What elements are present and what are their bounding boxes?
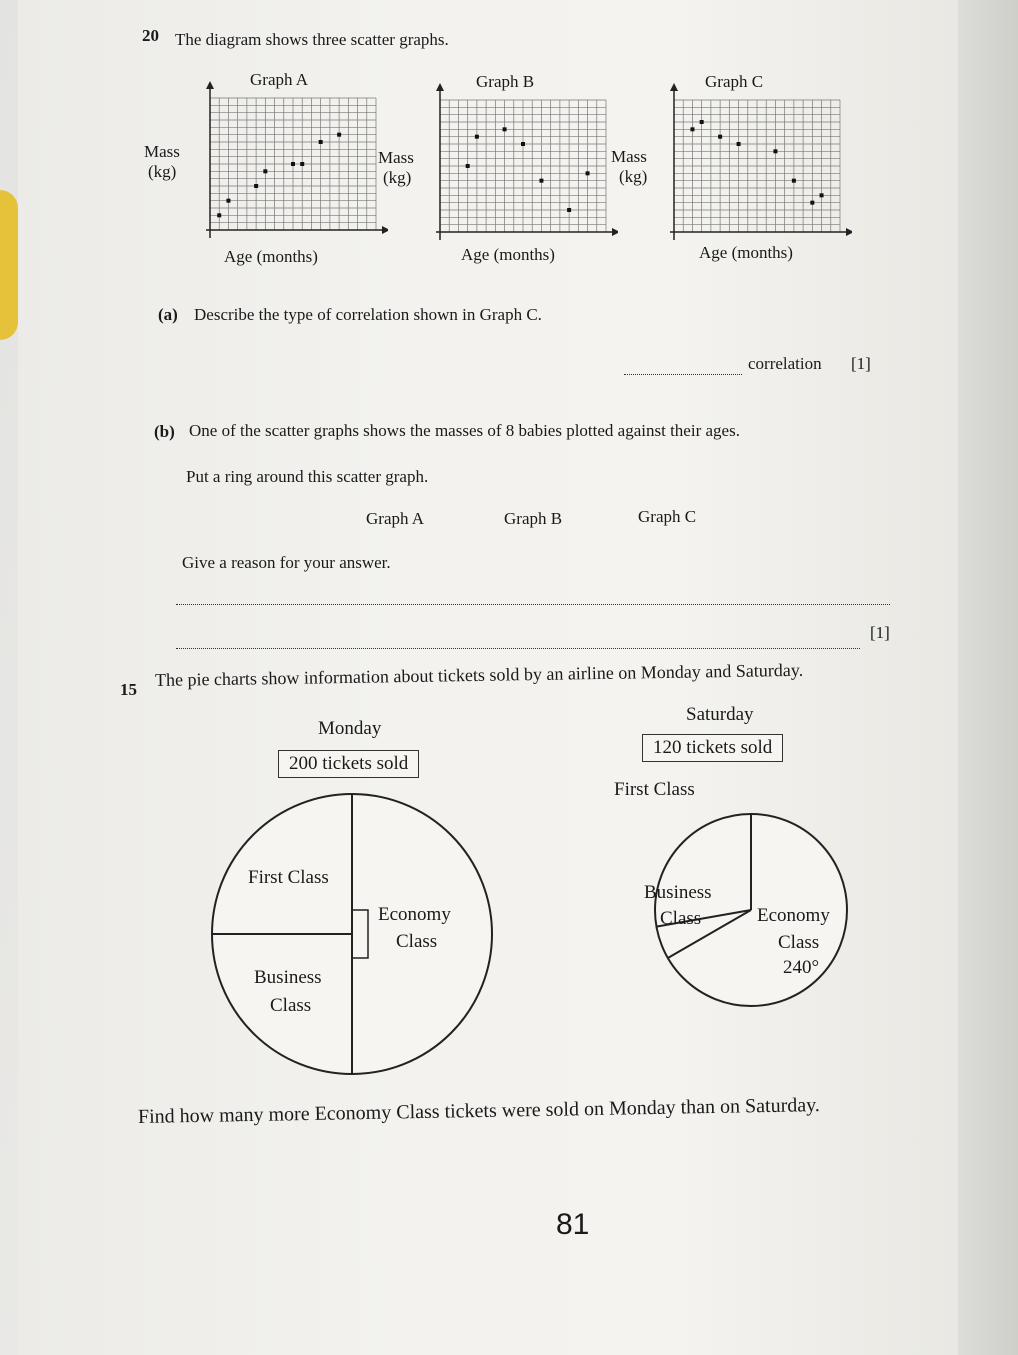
part-a-marks: [1] xyxy=(851,354,871,373)
saturday-business-label-1: Business xyxy=(644,882,712,903)
graph-b-ylabel-2: (kg) xyxy=(383,168,412,187)
q20-intro: The diagram shows three scatter graphs. xyxy=(175,30,449,49)
part-b-reason-prompt: Give a reason for your answer. xyxy=(182,553,391,572)
graph-a-ylabel-1: Mass xyxy=(144,142,180,161)
graph-b-grid xyxy=(440,100,606,232)
graph-b-point xyxy=(567,208,571,212)
monday-economy-label-2: Class xyxy=(396,931,438,952)
monday-economy-label-1: Economy xyxy=(378,904,451,925)
graph-c-point xyxy=(810,201,814,205)
graph-b-point xyxy=(539,179,543,183)
graph-c-point xyxy=(820,193,824,197)
graph-b-point xyxy=(586,171,590,175)
graph-a-plot xyxy=(188,80,388,250)
saturday-economy-label-1: Economy xyxy=(757,905,830,926)
graph-a-point xyxy=(263,169,267,173)
graph-b-point xyxy=(521,142,525,146)
graph-a-point xyxy=(319,140,323,144)
binder-edge xyxy=(958,0,1018,1355)
graph-a-xlabel: Age (months) xyxy=(224,247,318,266)
graph-c-point xyxy=(792,179,796,183)
exam-page xyxy=(18,0,958,1355)
graph-a-point xyxy=(337,133,341,137)
graph-c-ylabel-1: Mass xyxy=(611,147,647,166)
graph-c-xlabel: Age (months) xyxy=(699,243,793,262)
graph-b-title: Graph B xyxy=(476,72,535,91)
graph-a-title: Graph A xyxy=(250,70,309,89)
option-graph-c[interactable]: Graph C xyxy=(638,507,697,526)
part-b-label: (b) xyxy=(154,422,175,441)
graph-c-plot xyxy=(652,82,852,252)
graph-a-point xyxy=(254,184,258,188)
graph-c-point xyxy=(718,135,722,139)
graph-a-point xyxy=(217,213,221,217)
graph-b-point xyxy=(503,127,507,131)
q15-question: Find how many more Economy Class tickets were sold on Monday than on Saturday. xyxy=(137,1094,821,1128)
yellow-tab xyxy=(0,190,18,340)
saturday-first-label: First Class xyxy=(614,779,695,800)
part-b-marks: [1] xyxy=(870,623,890,642)
graph-b-point xyxy=(475,135,479,139)
graph-b-y-arrow xyxy=(436,83,444,91)
monday-business-label-1: Business xyxy=(254,967,322,988)
part-b-instruction: Put a ring around this scatter graph. xyxy=(186,467,429,486)
graph-a-y-arrow xyxy=(206,81,214,89)
option-graph-b[interactable]: Graph B xyxy=(504,509,563,528)
monday-first-label: First Class xyxy=(248,867,329,888)
saturday-pie xyxy=(626,800,866,1010)
monday-tickets: 200 tickets sold xyxy=(278,750,419,778)
graph-c-point xyxy=(737,142,741,146)
graph-a-point xyxy=(226,199,230,203)
graph-a-ylabel-2: (kg) xyxy=(148,162,177,181)
graph-b-xlabel: Age (months) xyxy=(461,245,555,264)
part-a-label: (a) xyxy=(158,305,178,324)
part-b-text: One of the scatter graphs shows the masses of 8 babies plotted against their ages. xyxy=(189,421,740,440)
saturday-tickets: 120 tickets sold xyxy=(642,734,783,762)
graph-c-title: Graph C xyxy=(705,72,764,91)
saturday-business-label-2: Class xyxy=(660,908,702,929)
part-a-answer-line[interactable] xyxy=(624,374,742,375)
saturday-economy-label-2: Class xyxy=(778,932,820,953)
graph-a-x-arrow xyxy=(382,226,388,234)
option-graph-a[interactable]: Graph A xyxy=(366,509,425,528)
monday-day: Monday xyxy=(318,718,382,739)
saturday-economy-angle: 240° xyxy=(783,957,820,978)
graph-c-x-arrow xyxy=(846,228,852,236)
monday-pie xyxy=(204,784,500,1084)
graph-c-grid xyxy=(674,100,840,232)
graph-b-ylabel-1: Mass xyxy=(378,148,414,167)
graph-c-y-arrow xyxy=(670,83,678,91)
part-a-answer-suffix: correlation xyxy=(748,354,822,373)
graph-b-x-arrow xyxy=(612,228,618,236)
page-number: 81 xyxy=(556,1208,590,1241)
q15-number: 15 xyxy=(120,680,137,699)
graph-b-point xyxy=(466,164,470,168)
graph-a-point xyxy=(291,162,295,166)
graph-c-point xyxy=(690,127,694,131)
saturday-day: Saturday xyxy=(686,704,754,725)
reason-line-2[interactable] xyxy=(176,648,860,649)
q20-number: 20 xyxy=(142,26,159,45)
monday-business-label-2: Class xyxy=(270,995,312,1016)
graph-c-ylabel-2: (kg) xyxy=(619,167,648,186)
graph-c-point xyxy=(773,149,777,153)
graph-c-point xyxy=(700,120,704,124)
graph-b-plot xyxy=(418,82,618,252)
part-a-text: Describe the type of correlation shown in Graph C. xyxy=(194,305,542,324)
graph-a-point xyxy=(300,162,304,166)
reason-line-1[interactable] xyxy=(176,604,890,605)
q15-intro: The pie charts show information about tickets sold by an airline on Monday and Saturday. xyxy=(154,659,804,690)
